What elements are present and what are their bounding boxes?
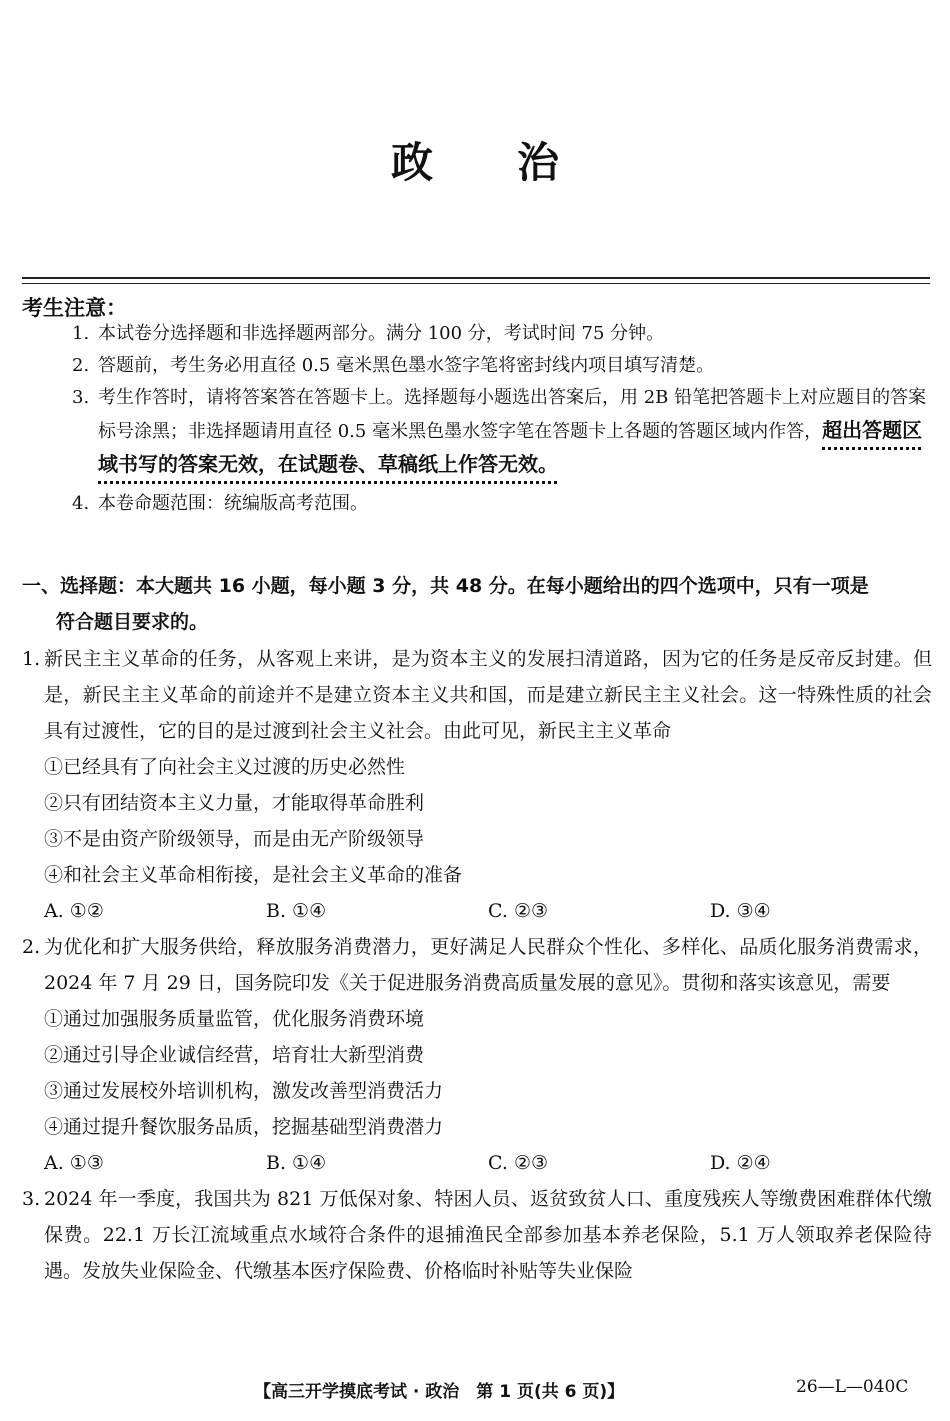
divider (22, 283, 930, 284)
title-char: 政 (390, 138, 433, 187)
choice-c: C. ②③ (488, 900, 549, 922)
choice-d: D. ②④ (710, 1152, 771, 1174)
notice-text: 答题前，考生务必用直径 0.5 毫米黑色墨水签字笔将密封线内项目填写清楚。 (98, 355, 715, 376)
footer-page-info: 【高三开学摸底考试 · 政治 第 1 页(共 6 页)】 (254, 1382, 625, 1402)
choice-c: C. ②③ (488, 1152, 549, 1174)
statement-option: ①已经具有了向社会主义过渡的历史必然性 (44, 756, 406, 778)
section-heading (22, 568, 932, 640)
question-number: 1. (22, 648, 41, 670)
notice-item (72, 350, 934, 382)
question-number: 3. (22, 1188, 41, 1210)
statement-option: ④通过提升餐饮服务品质，挖掘基础型消费潜力 (44, 1116, 444, 1138)
question-text: 新民主主义革命的任务，从客观上来讲，是为资本主义的发展扫清道路，因为它的任务是反帝反封建。但是，新民主主义革命的前途并不是建立资本主义共和国，而是建立新民主主义社会。这一特殊性质的社会具有过渡性，它的目的是过渡到社会主义社会。由此可见，新民主主义革命 (44, 648, 932, 742)
notice-number: 1. (72, 323, 90, 344)
notice-emphasis: 超出答题区域书写的答案无效，在试题卷、草稿纸上作答无效。 (98, 418, 923, 476)
question-stem (22, 641, 932, 749)
statement-option: ③不是由资产阶级领导，而是由无产阶级领导 (44, 828, 425, 850)
notice-item (72, 318, 934, 350)
question-stem (22, 1181, 932, 1289)
footer-code: 26—L—040C (796, 1377, 909, 1397)
question-stem (22, 929, 932, 1001)
statement-option: ④和社会主义革命相衔接，是社会主义革命的准备 (44, 864, 463, 886)
statement-option: ②通过引导企业诚信经营，培育壮大新型消费 (44, 1044, 425, 1066)
question-text: 为优化和扩大服务供给，释放服务消费潜力，更好满足人民群众个性化、多样化、品质化服务消费需求，2024 年 7 月 29 日，国务院印发《关于促进服务消费高质量发展的意见》。贯彻和落实该意见，需要 (44, 936, 932, 994)
notice-list (72, 318, 934, 520)
answer-choices (22, 1145, 932, 1181)
notice-number: 3. (72, 387, 90, 408)
choice-b: B. ①④ (266, 1152, 327, 1174)
section-heading-line: 一、选择题：本大题共 16 小题，每小题 3 分，共 48 分。在每小题给出的四个选项中，只有一项是 (22, 575, 869, 597)
notice-heading: 考生注意： (22, 296, 127, 320)
divider (22, 277, 930, 279)
notice-number: 4. (72, 493, 90, 514)
choice-b: B. ①④ (266, 900, 327, 922)
question-list (22, 641, 932, 1289)
notice-text: 本试卷分选择题和非选择题两部分。满分 100 分，考试时间 75 分钟。 (98, 323, 665, 344)
choice-d: D. ③④ (710, 900, 771, 922)
statement-option: ①通过加强服务质量监管，优化服务消费环境 (44, 1008, 425, 1030)
statement-option: ②只有团结资本主义力量，才能取得革命胜利 (44, 792, 425, 814)
notice-number: 2. (72, 355, 90, 376)
statement-option: ③通过发展校外培训机构，激发改善型消费活力 (44, 1080, 444, 1102)
question-text: 2024 年一季度，我国共为 821 万低保对象、特困人员、返贫致贫人口、重度残疾人等缴费困难群体代缴保费。22.1 万长江流域重点水域符合条件的退捕渔民全部参加基本养老保险，5.1 万人领取养老保险待遇。发放失业保险金、代缴基本医疗保险费、价格临时补贴等失业保险 (44, 1188, 932, 1282)
choice-a: A. ①③ (44, 1152, 104, 1174)
page-title (0, 130, 950, 190)
title-char: 治 (517, 138, 560, 187)
notice-item (72, 488, 934, 520)
section-heading-line: 符合题目要求的。 (56, 611, 209, 633)
notice-text: 本卷命题范围：统编版高考范围。 (98, 493, 368, 514)
notice-text: 考生作答时，请将答案答在答题卡上。选择题每小题选出答案后，用 2B 铅笔把答题卡上对应题目的答案标号涂黑；非选择题请用直径 0.5 毫米黑色墨水签字笔在答题卡上各题的答题区域内作答， (98, 387, 927, 442)
answer-choices (22, 893, 932, 929)
notice-item (72, 382, 934, 482)
question-number: 2. (22, 936, 41, 958)
choice-a: A. ①② (44, 900, 104, 922)
